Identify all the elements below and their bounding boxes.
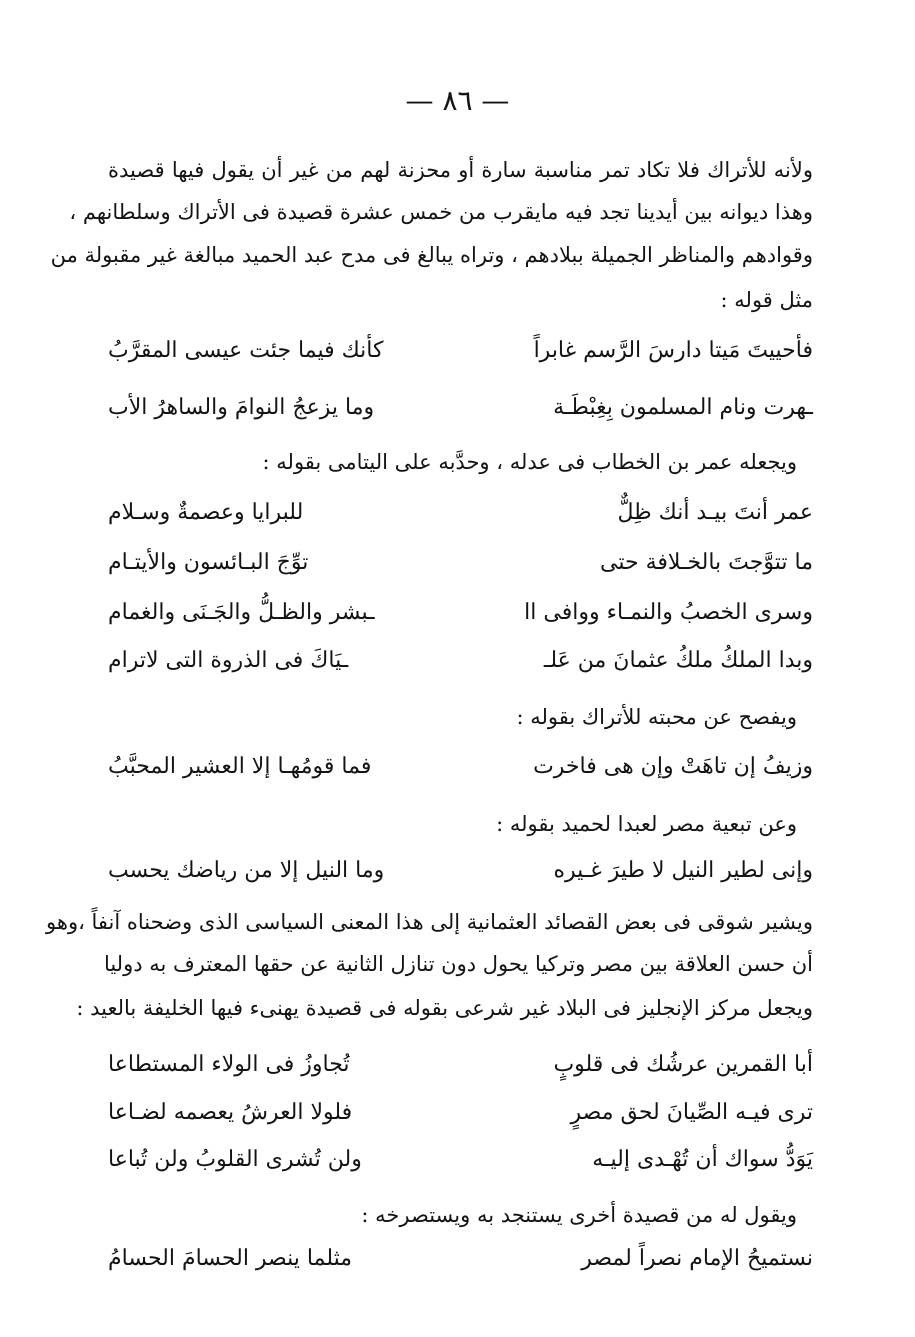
verse-10-first-hemistich: ترى فيـه الصِّيانَ لحق مصرٍ: [570, 1100, 813, 1125]
verse-12-second-hemistich: مثلما ينصر الحسامَ الحسامُ: [108, 1246, 353, 1271]
para1-line-3: وقوادهم والمناظر الجميلة ببلادهم ، وتراه يبالغ فى مدح عبد الحميد مبالغة غير مقبولة من: [50, 243, 813, 267]
intro-egypt: وعن تبعية مصر لعبدا لحميد بقوله :: [496, 812, 797, 836]
verse-10-second-hemistich: فلولا العرشُ يعصمه لضـاعا: [108, 1100, 353, 1125]
verse-3-first-hemistich: عمر أنتَ بيـد أنك ظِلٌّ: [617, 500, 813, 525]
para2-line-1: ويشير شوقى فى بعض القصائد العثمانية إلى هذا المعنى السياسى الذى وضحناه آنفاً ،وهو: [46, 910, 813, 934]
intro-turks: ويفصح عن محبته للأتراك بقوله :: [516, 705, 797, 729]
verse-2-first-hemistich: ـهرت ونام المسلمون بِغِبْطَـة: [553, 395, 813, 420]
verse-12-first-hemistich: نستميحُ الإمام نصراً لمصر: [581, 1246, 813, 1271]
verse-7-first-hemistich: وزيفُ إن تاهَتْ وإن هى فاخرت: [533, 754, 813, 779]
verse-4-first-hemistich: ما تتوَّجتَ بالخـلافة حتى: [600, 550, 813, 575]
verse-4-second-hemistich: توِّجَ البـائسون والأيتـام: [108, 550, 309, 575]
page-number: — ٨٦ —: [405, 84, 510, 117]
verse-1-second-hemistich: كأنك فيما جئت عيسى المقرَّبُ: [108, 338, 384, 363]
verse-5-second-hemistich: ـبشر والظـلُّ والجَـنَى والغمام: [108, 600, 375, 625]
verse-6-second-hemistich: ـيَاكَ فى الذروة التى لاترام: [108, 648, 349, 673]
para1-line-1: ولأنه للأتراك فلا تكاد تمر مناسبة سارة أو محزنة لهم من غير أن يقول فيها قصيدة: [108, 158, 813, 182]
verse-5-first-hemistich: وسرى الخصبُ والنمـاء ووافى اا: [524, 600, 813, 625]
verse-8-first-hemistich: وإنى لطير النيل لا طيرَ غـيره: [553, 858, 813, 883]
verse-11-second-hemistich: ولن تُشرى القلوبُ ولن تُباعا: [108, 1147, 362, 1172]
verse-9-second-hemistich: تُجاوزُ فى الولاء المستطاعا: [108, 1052, 350, 1077]
verse-9-first-hemistich: أبا القمرين عرشُك فى قلوبٍ: [553, 1052, 813, 1077]
intro-omar: ويجعله عمر بن الخطاب فى عدله ، وحدَّبه على اليتامى بقوله :: [262, 450, 797, 474]
verse-11-first-hemistich: يَوَدُّ سواك أن تُهْـدى إليـه: [592, 1147, 813, 1172]
para2-line-3: ويجعل مركز الإنجليز فى البلاد غير شرعى بقوله فى قصيدة يهنىء فيها الخليفة بالعيد :: [76, 996, 813, 1020]
verse-7-second-hemistich: فما قومُهـا إلا العشير المحبَّبُ: [108, 754, 372, 779]
para2-line-2: أن حسن العلاقة بين مصر وتركيا يحول دون تنازل الثانية عن حقها المعترف به دوليا: [103, 952, 813, 976]
verse-8-second-hemistich: وما النيل إلا من رياضك يحسب: [108, 858, 385, 883]
para1-line-4: مثل قوله :: [720, 288, 813, 312]
intro-another-poem: ويقول له من قصيدة أخرى يستنجد به ويستصرخه :: [361, 1203, 797, 1227]
verse-3-second-hemistich: للبرايا وعصمةٌ وسـلام: [108, 500, 304, 525]
para1-line-2: وهذا ديوانه بين أيدينا تجد فيه مايقرب من خمس عشرة قصيدة فى الأتراك وسلطانهم ،: [69, 200, 813, 224]
verse-6-first-hemistich: وبدا الملكُ ملكُ عثمانَ من عَلـ: [543, 648, 813, 673]
verse-2-second-hemistich: وما يزعجُ النوامَ والساهرُ الأب: [108, 395, 375, 420]
verse-1-first-hemistich: فأحييتَ مَيتا دارسَ الرَّسم غابراً: [533, 338, 813, 363]
